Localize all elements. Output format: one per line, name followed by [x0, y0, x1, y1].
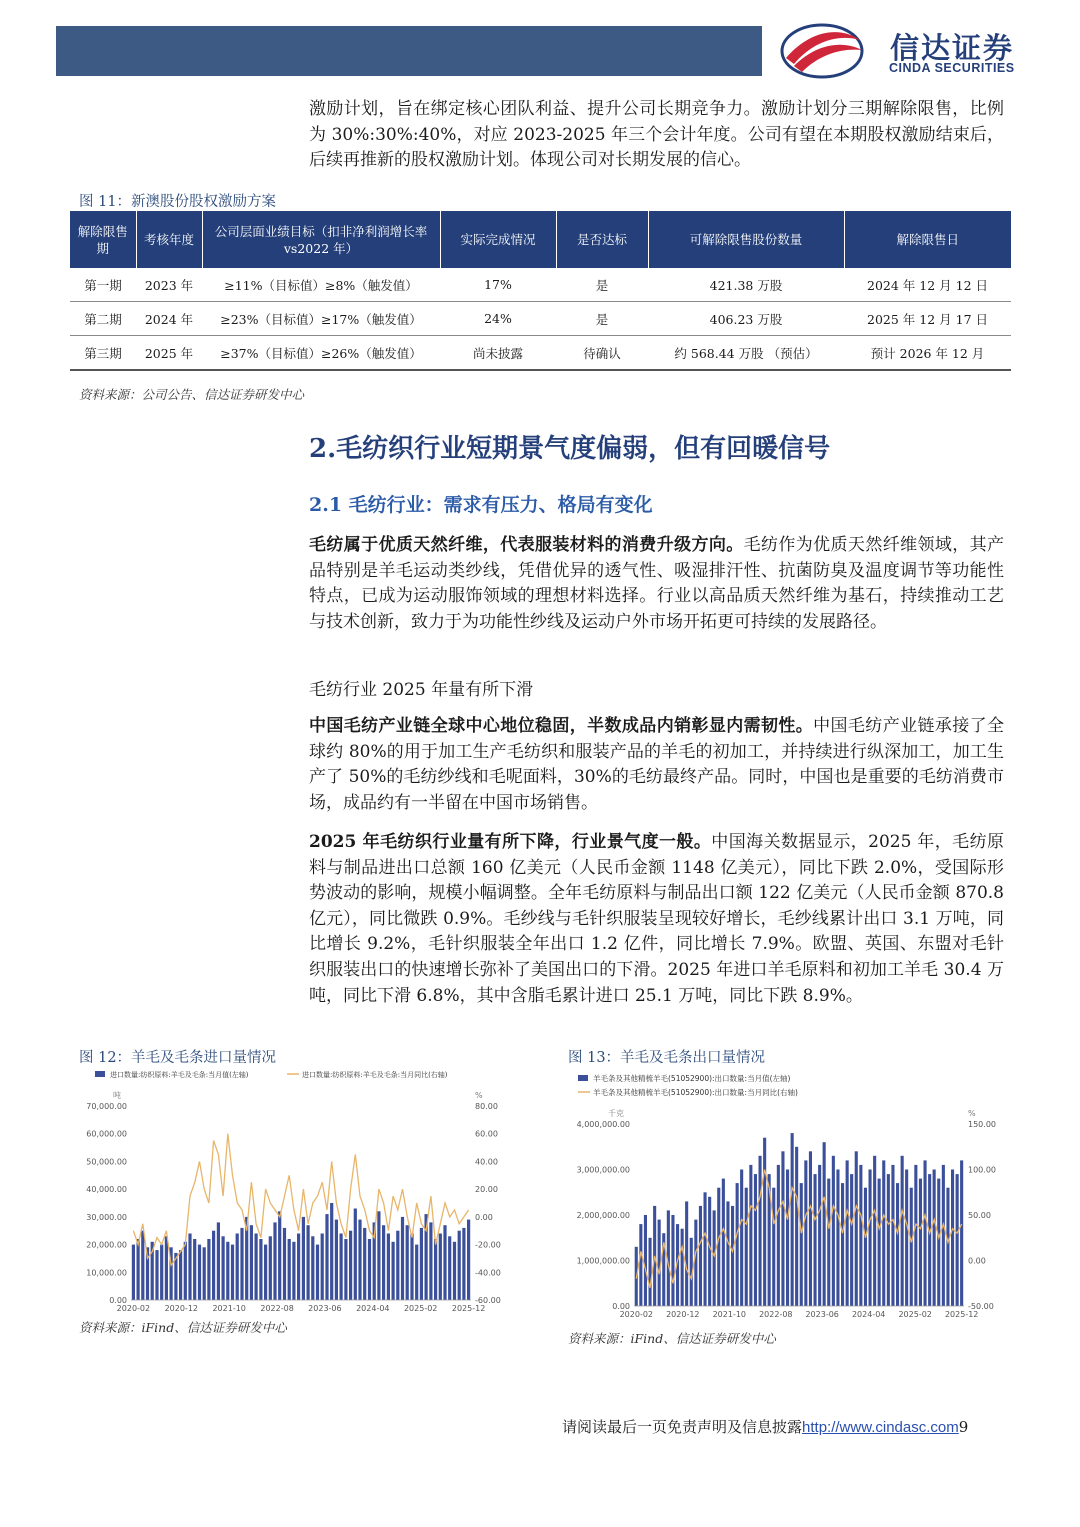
x-tick-label: 2024-04 [851, 1310, 886, 1319]
chart-bar [325, 1214, 328, 1300]
table-cell: 2024 年 12 月 12 日 [844, 268, 1011, 302]
chart-bar [937, 1179, 940, 1306]
chart-bar [278, 1211, 281, 1300]
y-tick-left: 3,000,000.00 [576, 1165, 630, 1175]
chart-bar [800, 1183, 803, 1306]
paragraph-3 [309, 830, 1004, 1009]
chart-bar [791, 1133, 794, 1306]
chart-bar [188, 1234, 191, 1301]
fig11-source: 资料来源：公司公告、信达证券研发中心 [79, 387, 305, 402]
x-tick-label: 2022-08 [260, 1304, 294, 1313]
chart-bar [302, 1217, 305, 1300]
legend-swatch-bar [95, 1071, 105, 1077]
chart-bar [240, 1228, 243, 1300]
chart-bar [269, 1236, 272, 1300]
chart-bar [942, 1165, 945, 1306]
chart-bar [434, 1239, 437, 1300]
y-tick-left: 20,000.00 [86, 1240, 127, 1250]
chart-bar [207, 1239, 210, 1300]
logo-text-cn: 信达证券 [890, 31, 1015, 65]
y-tick-left: 70,000.00 [86, 1102, 127, 1111]
chart-bar [297, 1234, 300, 1301]
x-tick-label: 2024-04 [356, 1304, 390, 1313]
table-header: 实际完成情况 [440, 211, 556, 268]
chart-bar [823, 1142, 826, 1306]
chart-bar [184, 1242, 187, 1300]
y-tick-right: -20.00 [475, 1240, 501, 1250]
axis-unit-left: 吨 [113, 1091, 121, 1100]
header-bar [56, 26, 762, 76]
y-tick-left: 4,000,000.00 [576, 1120, 630, 1129]
chart-bar [259, 1239, 262, 1300]
table-cell: 第二期 [70, 302, 136, 336]
chart-bar [226, 1242, 229, 1300]
paragraph-lead: 中国毛纺产业链全球中心地位稳固，半数成品内销彰显内需韧性。 [309, 716, 814, 736]
chart-bar [330, 1203, 333, 1300]
chart-bar [283, 1228, 286, 1300]
y-tick-right: 100.00 [968, 1165, 996, 1175]
table-header-row [70, 211, 1011, 268]
chart-bar [217, 1222, 220, 1300]
chart-bar [827, 1179, 830, 1306]
chart-bar [137, 1239, 140, 1300]
chart-bar [264, 1245, 267, 1300]
y-tick-right: 150.00 [968, 1120, 996, 1129]
chart-bar [873, 1156, 876, 1306]
chart-bar [855, 1151, 858, 1306]
chart-bar [649, 1238, 652, 1306]
chart-bar [316, 1245, 319, 1300]
paragraph-lead: 毛纺属于优质天然纤维，代表服装材料的消费升级方向。 [309, 535, 744, 555]
chart-bar [340, 1234, 343, 1301]
chart-bar [731, 1206, 734, 1306]
fig12-source: 资料来源：iFind、信达证券研发中心 [79, 1320, 287, 1335]
y-tick-left: 40,000.00 [86, 1185, 127, 1195]
legend-label: 羊毛条及其他精梳羊毛(51052900):出口数量:当月值(左轴) [593, 1074, 791, 1083]
chart-bar [786, 1170, 789, 1307]
table-cell: 预计 2026 年 12 月 [844, 336, 1011, 371]
table-row [70, 268, 1011, 302]
incentive-table [70, 211, 1011, 371]
chart-bar [933, 1170, 936, 1307]
chart-bar [321, 1234, 324, 1301]
chart-bar [891, 1165, 894, 1306]
chart-bar [901, 1156, 904, 1306]
chart-bar [292, 1242, 295, 1300]
chart-bar [956, 1174, 959, 1306]
chart-bar [818, 1165, 821, 1306]
chart-bar [708, 1197, 711, 1306]
chart-bar [307, 1225, 310, 1300]
chart-bar [924, 1160, 927, 1306]
y-tick-right: -40.00 [475, 1268, 501, 1278]
chart-bar [165, 1236, 168, 1300]
chart-bar [914, 1165, 917, 1306]
chart-bar [722, 1179, 725, 1306]
chart-bar [795, 1147, 798, 1306]
table-header: 解除限售日 [844, 211, 1011, 268]
table-header: 考核年度 [136, 211, 202, 268]
section-heading: 2.毛纺织行业短期景气度偏弱，但有回暖信号 [309, 434, 831, 464]
chart-bar [736, 1183, 739, 1306]
chart-bar [401, 1217, 404, 1300]
chart-bar [231, 1245, 234, 1300]
y-tick-right: -60.00 [475, 1296, 501, 1305]
footer [562, 1416, 968, 1437]
table-cell: 406.23 万股 [648, 302, 844, 336]
chart-bar [671, 1215, 674, 1306]
y-tick-left: 50,000.00 [86, 1157, 127, 1167]
x-tick-label: 2022-08 [759, 1310, 793, 1319]
chart-bar [804, 1160, 807, 1306]
chart-bar [919, 1179, 922, 1306]
chart-bar [745, 1188, 748, 1306]
chart-bar [713, 1210, 716, 1306]
chart-bar [699, 1206, 702, 1306]
y-tick-right: 40.00 [475, 1157, 498, 1167]
y-tick-right: -50.00 [968, 1302, 994, 1311]
legend-swatch-bar [578, 1075, 588, 1081]
table-cell: 17% [440, 268, 556, 302]
paragraph-subheading: 毛纺行业 2025 年量有所下滑 [309, 680, 534, 700]
chart-bar [410, 1234, 413, 1301]
chart-bar [759, 1156, 762, 1306]
y-tick-right: 0.00 [968, 1256, 986, 1266]
chart-bar [772, 1188, 775, 1306]
chart-bar [236, 1234, 239, 1301]
chart-bar [273, 1222, 276, 1300]
chart-bar [255, 1234, 258, 1301]
chart-bar [141, 1231, 144, 1300]
fig13-caption: 图 13：羊毛及毛条出口量情况 [568, 1050, 766, 1066]
y-tick-left: 60,000.00 [86, 1129, 127, 1139]
chart-bar [198, 1245, 201, 1300]
chart-bar [832, 1156, 835, 1306]
chart-bar [781, 1151, 784, 1306]
y-tick-right: 20.00 [475, 1185, 498, 1195]
table-header: 是否达标 [556, 211, 648, 268]
chart-bar [846, 1160, 849, 1306]
table-cell: 第一期 [70, 268, 136, 302]
chart-bar [250, 1225, 253, 1300]
chart-bar [754, 1174, 757, 1306]
chart-bar [814, 1174, 817, 1306]
chart-bar [155, 1250, 158, 1300]
chart-bar [368, 1239, 371, 1300]
chart-bar [639, 1224, 642, 1306]
chart-bar [896, 1183, 899, 1306]
chart-bar [859, 1165, 862, 1306]
legend-label: 羊毛条及其他精梳羊毛(51052900):出口数量:当月同比(右轴) [593, 1088, 798, 1097]
y-tick-right: 50.00 [968, 1211, 991, 1220]
table-cell: 尚未披露 [440, 336, 556, 371]
y-tick-right: 60.00 [475, 1129, 498, 1139]
x-tick-label: 2020-12 [164, 1304, 199, 1313]
x-tick-label: 2020-02 [116, 1304, 151, 1313]
chart-bar [354, 1209, 357, 1301]
footer-link[interactable]: http://www.cindasc.com [802, 1419, 959, 1436]
chart-bar [335, 1220, 338, 1300]
y-tick-left: 10,000.00 [86, 1268, 127, 1278]
table-header: 可解除限售股份数量 [648, 211, 844, 268]
table-cell: ≥37%（目标值）≥26%（触发值） [202, 336, 440, 371]
legend-label: 进口数量:纺织原料:羊毛及毛条:当月值(左轴) [110, 1071, 249, 1079]
chart-bar [132, 1245, 135, 1300]
intro-paragraph: 激励计划，旨在绑定核心团队利益、提升公司长期竞争力。激励计划分三期解除限售，比例为 30%:30%:40%，对应 2023-2025 年三个会计年度。公司有望在本期股权激励结束后，后续再推新的股权激励计划。体现公司对长期发展的信心。 [309, 99, 1004, 171]
subsection-heading: 2.1 毛纺行业：需求有压力、格局有变化 [309, 494, 653, 516]
paragraph-body: 毛纺作为优质天然纤维领域，其产品特别是羊毛运动类纱线，凭借优异的透气性、吸湿排汗性、抗菌防臭及温度调节等功能性特点，已成为运动服饰领域的理想材料选择。行业以高品质天然纤维为基石，持续推动工艺与技术创新，致力于为功能性纱线及运动户外市场开拓更可持续的发展路径。 [309, 535, 1005, 632]
paragraph-2 [309, 714, 1004, 816]
chart-bar [694, 1220, 697, 1306]
chart-bar [458, 1231, 461, 1300]
chart-bar [717, 1188, 720, 1306]
page-number: 9 [958, 1418, 969, 1436]
chart-bar [222, 1236, 225, 1300]
chart-bar [288, 1239, 291, 1300]
x-tick-label: 2025-12 [451, 1304, 486, 1313]
y-tick-left: 1,000,000.00 [576, 1256, 630, 1266]
chart-bar [726, 1201, 729, 1306]
chart-bar [681, 1229, 684, 1306]
chart-bar [382, 1225, 385, 1300]
chart-bar [878, 1179, 881, 1306]
chart-bar [392, 1242, 395, 1300]
paragraph-body: 中国毛纺产业链承接了全球约 80%的用于加工生产毛纺织和服装产品的羊毛的初加工，并持续进行纵深加工，加工生产了 50%的毛纺纱线和毛呢面料，30%的毛纺最终产品。同时，中国也是重要的毛纺消费市场，成品约有一半留在中国市场销售。 [309, 716, 1005, 813]
chart-bar [462, 1228, 465, 1300]
export-chart [568, 1066, 1008, 1328]
chart-bar [406, 1225, 409, 1300]
chart-bar [212, 1231, 215, 1300]
chart-bar [850, 1174, 853, 1306]
chart-bar [951, 1170, 954, 1307]
table-cell: 2024 年 [136, 302, 202, 336]
fig13-source: 资料来源：iFind、信达证券研发中心 [568, 1331, 776, 1346]
table-cell: 24% [440, 302, 556, 336]
table-cell: 2023 年 [136, 268, 202, 302]
chart-bar [311, 1236, 314, 1300]
table-cell: 是 [556, 302, 648, 336]
paragraph-lead: 2025 年毛纺织行业量有所下降，行业景气度一般。 [309, 832, 712, 852]
chart-bar [864, 1188, 867, 1306]
table-row [70, 336, 1011, 371]
x-tick-label: 2025-12 [944, 1310, 979, 1319]
chart-bar [910, 1188, 913, 1306]
chart-bar [396, 1231, 399, 1300]
chart-bar [344, 1239, 347, 1300]
chart-bar [887, 1174, 890, 1306]
chart-bar [960, 1160, 963, 1306]
chart-bar [763, 1138, 766, 1306]
x-tick-label: 2020-02 [619, 1310, 654, 1319]
chart-bar [439, 1234, 442, 1301]
table-cell: 2025 年 [136, 336, 202, 371]
chart-bar [777, 1165, 780, 1306]
y-tick-left: 0.00 [612, 1302, 630, 1311]
table-row [70, 302, 1011, 336]
chart-bar [179, 1250, 182, 1300]
y-tick-left: 2,000,000.00 [576, 1211, 630, 1220]
chart-bar [644, 1215, 647, 1306]
chart-bar [377, 1211, 380, 1300]
y-tick-left: 30,000.00 [86, 1212, 127, 1222]
table-cell: 421.38 万股 [648, 268, 844, 302]
chart-bar [415, 1245, 418, 1300]
table-cell: ≥11%（目标值）≥8%（触发值） [202, 268, 440, 302]
x-tick-label: 2021-10 [712, 1310, 747, 1319]
logo-text-en: CINDA SECURITIES [889, 61, 1015, 75]
chart-bar [467, 1220, 470, 1300]
chart-bar [420, 1228, 423, 1300]
paragraph-1 [309, 533, 1004, 635]
fig11-caption: 图 11：新澳股份股权激励方案 [79, 194, 277, 210]
table-cell: 是 [556, 268, 648, 302]
chart-bar [749, 1165, 752, 1306]
axis-unit-left: 千克 [608, 1109, 624, 1118]
chart-bar [809, 1151, 812, 1306]
table-cell: 待确认 [556, 336, 648, 371]
paragraph-body: 中国海关数据显示，2025 年，毛纺原料与制品进出口总额 160 亿美元（人民币金额 1148 亿美元），同比下跌 2.0%，受国际形势波动的影响，规模小幅调整。全年毛纺原料与制品出口额 122 亿美元（人民币金额 870.8 亿元），同比微跌 0.9%。毛纱线与毛针织服装呈现较好增长，毛纱线累计出口 3.1 万吨，同比增长 9.2%，毛针织服装全年出口 1.2 亿件，同比增长 7.9%。欧盟、英国、东盟对毛针织服装出口的快速增长弥补了美国出口的下滑。2025 年进口羊毛原料和初加工羊毛 30.4 万吨，同比下滑 6.8%，其中含脂毛累计进口 25.1 万吨，同比下跌 8.9%。 [309, 832, 1005, 1006]
chart-line [133, 1134, 468, 1266]
table-cell: 约 568.44 万股 （预估） [648, 336, 844, 371]
axis-unit-right: % [475, 1091, 483, 1100]
table-header: 解除限售期 [70, 211, 136, 268]
y-tick-right: 80.00 [475, 1102, 498, 1111]
table-cell: 第三期 [70, 336, 136, 371]
x-tick-label: 2021-10 [212, 1304, 246, 1313]
y-tick-right: 0.00 [475, 1212, 493, 1222]
chart-bar [685, 1201, 688, 1306]
fig12-caption: 图 12：羊毛及毛条进口量情况 [79, 1050, 277, 1066]
table-header: 公司层面业绩目标（扣非净利润增长率 vs2022 年） [202, 211, 440, 268]
chart-bar [841, 1183, 844, 1306]
table-cell: ≥23%（目标值）≥17%（触发值） [202, 302, 440, 336]
chart-bar [740, 1170, 743, 1307]
footer-disclaimer: 请阅读最后一页免责声明及信息披露 [562, 1418, 803, 1436]
chart-bar [704, 1192, 707, 1306]
chart-bar [448, 1236, 451, 1300]
chart-bar [905, 1170, 908, 1307]
x-tick-label: 2025-02 [403, 1304, 438, 1313]
chart-bar [869, 1170, 872, 1307]
chart-bar [358, 1220, 361, 1300]
axis-unit-right: % [968, 1109, 976, 1118]
chart-bar [429, 1222, 432, 1300]
x-tick-label: 2023-06 [308, 1304, 342, 1313]
y-tick-left: 0.00 [109, 1296, 127, 1305]
chart-bar [928, 1174, 931, 1306]
chart-bar [453, 1242, 456, 1300]
legend-label: 进口数量:纺织原料:羊毛及毛条:当月同比(右轴) [302, 1071, 448, 1079]
import-chart [79, 1066, 509, 1318]
chart-bar [363, 1228, 366, 1300]
x-tick-label: 2023-06 [805, 1310, 839, 1319]
chart-bar [203, 1247, 206, 1300]
chart-bar [160, 1245, 163, 1300]
table-cell: 2025 年 12 月 17 日 [844, 302, 1011, 336]
chart-bar [836, 1170, 839, 1307]
x-tick-label: 2020-12 [666, 1310, 700, 1319]
chart-bar [193, 1239, 196, 1300]
chart-bar [443, 1225, 446, 1300]
chart-bar [349, 1231, 352, 1300]
x-tick-label: 2025-02 [898, 1310, 932, 1319]
chart-bar [946, 1188, 949, 1306]
chart-bar [882, 1160, 885, 1306]
chart-bar [387, 1234, 390, 1301]
